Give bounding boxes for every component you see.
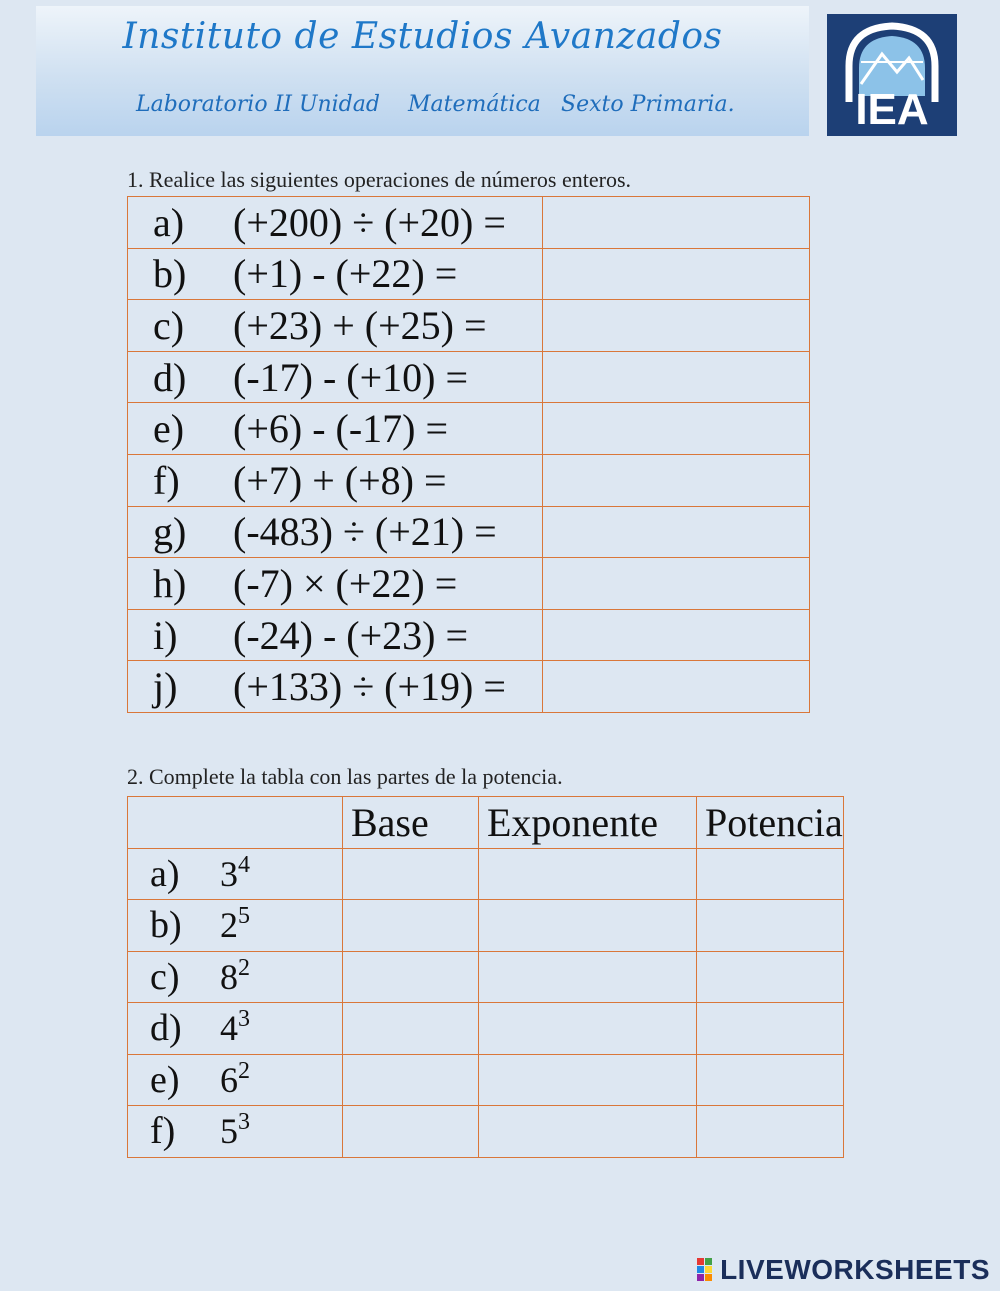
power-cell <box>128 1106 343 1158</box>
answer-field[interactable] <box>543 454 810 506</box>
operation-row <box>128 661 810 713</box>
exponent-answer-field[interactable] <box>479 1106 697 1158</box>
power-base: 4 <box>220 1008 238 1049</box>
operation-letter: a) <box>153 199 185 245</box>
header-exponent: Exponente <box>479 797 697 849</box>
power-exponent: 5 <box>238 903 250 930</box>
operation-expression: (+7) + (+8) = <box>233 457 447 503</box>
power-exponent: 4 <box>238 851 250 878</box>
power-letter: b) <box>150 904 182 947</box>
institute-title: Instituto de Estudios Avanzados <box>122 16 723 57</box>
power-cell <box>128 1054 343 1106</box>
operation-letter: g) <box>153 509 187 555</box>
subject-label: Matemática <box>408 92 541 117</box>
power-exponent: 2 <box>238 954 250 981</box>
unit-label: Laboratorio II Unidad <box>136 92 380 117</box>
power-exponent: 3 <box>238 1109 250 1136</box>
operation-row <box>128 248 810 300</box>
power-answer-field[interactable] <box>697 1003 844 1055</box>
operation-expression: (+133) ÷ (+19) = <box>233 664 506 710</box>
exponent-answer-field[interactable] <box>479 900 697 952</box>
base-answer-field[interactable] <box>343 1003 479 1055</box>
operation-letter: d) <box>153 354 187 400</box>
operation-cell <box>128 300 543 352</box>
operation-row <box>128 609 810 661</box>
operation-expression: (+1) - (+22) = <box>233 251 458 297</box>
answer-field[interactable] <box>543 506 810 558</box>
power-answer-field[interactable] <box>697 900 844 952</box>
operation-expression: (-7) × (+22) = <box>233 560 458 606</box>
power-base: 8 <box>220 956 238 997</box>
power-row <box>128 1106 844 1158</box>
header-banner <box>36 6 809 136</box>
power-cell <box>128 1003 343 1055</box>
operation-letter: j) <box>153 664 178 710</box>
power-base: 5 <box>220 1111 238 1152</box>
operation-row <box>128 300 810 352</box>
operation-expression: (+200) ÷ (+20) = <box>233 199 506 245</box>
power-cell <box>128 951 343 1003</box>
power-base: 6 <box>220 1059 238 1100</box>
power-row <box>128 951 844 1003</box>
svg-text:IEA: IEA <box>855 85 929 134</box>
operation-letter: i) <box>153 612 178 658</box>
operation-row <box>128 351 810 403</box>
operation-expression: (+23) + (+25) = <box>233 302 487 348</box>
operation-expression: (-17) - (+10) = <box>233 354 469 400</box>
header-base: Base <box>343 797 479 849</box>
liveworksheets-icon <box>697 1258 721 1286</box>
operation-letter: f) <box>153 457 180 503</box>
operation-expression: (-483) ÷ (+21) = <box>233 509 497 555</box>
power-answer-field[interactable] <box>697 951 844 1003</box>
operations-table <box>127 196 810 713</box>
operation-cell <box>128 403 543 455</box>
answer-field[interactable] <box>543 197 810 249</box>
operation-cell <box>128 351 543 403</box>
base-answer-field[interactable] <box>343 1106 479 1158</box>
power-letter: e) <box>150 1058 180 1101</box>
power-answer-field[interactable] <box>697 848 844 900</box>
power-exponent: 2 <box>238 1057 250 1084</box>
power-letter: f) <box>150 1110 176 1153</box>
power-base: 3 <box>220 853 238 894</box>
operation-expression: (-24) - (+23) = <box>233 612 469 658</box>
answer-field[interactable] <box>543 248 810 300</box>
power-row <box>128 1003 844 1055</box>
exponent-answer-field[interactable] <box>479 1003 697 1055</box>
operation-expression: (+6) - (-17) = <box>233 406 449 452</box>
powers-header-row <box>128 797 844 849</box>
answer-field[interactable] <box>543 558 810 610</box>
operation-cell <box>128 248 543 300</box>
operation-cell <box>128 661 543 713</box>
operation-cell <box>128 454 543 506</box>
power-letter: a) <box>150 852 180 895</box>
header-blank <box>128 797 343 849</box>
operation-row <box>128 197 810 249</box>
power-row <box>128 1054 844 1106</box>
header-power: Potencia <box>697 797 844 849</box>
power-cell <box>128 900 343 952</box>
power-answer-field[interactable] <box>697 1054 844 1106</box>
power-exponent: 3 <box>238 1006 250 1033</box>
operation-letter: h) <box>153 560 187 606</box>
operation-cell <box>128 506 543 558</box>
answer-field[interactable] <box>543 609 810 661</box>
section1-title: 1. Realice las siguientes operaciones de números enteros. <box>127 167 632 192</box>
power-answer-field[interactable] <box>697 1106 844 1158</box>
base-answer-field[interactable] <box>343 900 479 952</box>
operation-row <box>128 454 810 506</box>
liveworksheets-brand: LIVEWORKSHEETS <box>720 1254 990 1285</box>
operation-letter: e) <box>153 406 185 452</box>
base-answer-field[interactable] <box>343 1054 479 1106</box>
power-letter: c) <box>150 955 180 998</box>
iea-logo <box>827 14 957 136</box>
operation-row <box>128 506 810 558</box>
power-base: 2 <box>220 905 238 946</box>
power-row <box>128 900 844 952</box>
powers-table <box>127 796 844 1158</box>
operation-letter: b) <box>153 251 187 297</box>
power-letter: d) <box>150 1007 182 1050</box>
answer-field[interactable] <box>543 403 810 455</box>
operation-letter: c) <box>153 302 185 348</box>
exponent-answer-field[interactable] <box>479 848 697 900</box>
power-row <box>128 848 844 900</box>
answer-field[interactable] <box>543 351 810 403</box>
answer-field[interactable] <box>543 661 810 713</box>
power-cell <box>128 848 343 900</box>
operation-row <box>128 558 810 610</box>
exponent-answer-field[interactable] <box>479 1054 697 1106</box>
base-answer-field[interactable] <box>343 951 479 1003</box>
operation-cell <box>128 197 543 249</box>
operation-cell <box>128 609 543 661</box>
operation-cell <box>128 558 543 610</box>
base-answer-field[interactable] <box>343 848 479 900</box>
exponent-answer-field[interactable] <box>479 951 697 1003</box>
operation-row <box>128 403 810 455</box>
section2-title: 2. Complete la tabla con las partes de la potencia. <box>127 764 563 789</box>
answer-field[interactable] <box>543 300 810 352</box>
grade-label: Sexto Primaria. <box>561 92 735 117</box>
